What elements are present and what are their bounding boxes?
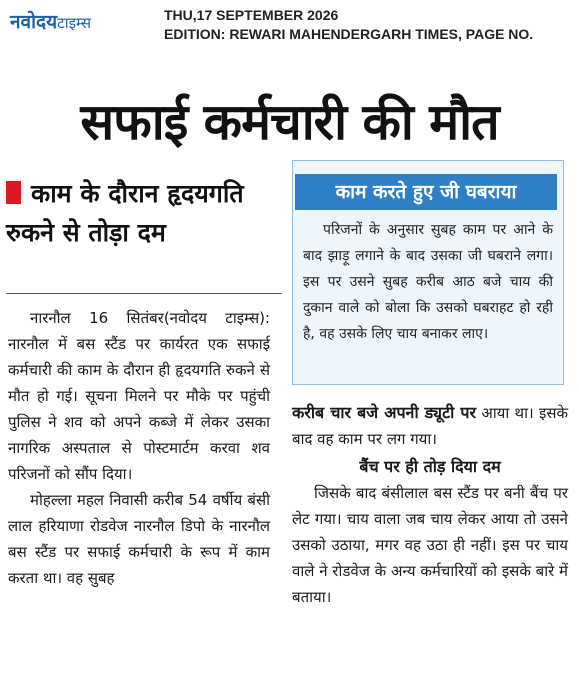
article-subheadline — [6, 174, 278, 252]
right-column — [292, 400, 568, 610]
date-line: THU,17 SEPTEMBER 2026 — [164, 7, 339, 23]
masthead — [0, 0, 579, 60]
right-lead-rest: आया था। इसके बाद वह काम पर लग गया। — [292, 404, 568, 448]
article-headline: सफाई कर्मचारी की मौत — [80, 93, 499, 151]
edition-meta — [164, 6, 533, 44]
newspaper-logo — [10, 8, 91, 34]
subhead-divider — [6, 293, 282, 294]
left-paragraph-2: मोहल्ला महल निवासी करीब 54 वर्षीय बंसी लाल हरियाणा रोडवेज नारनौल डिपो के नारनौल बस स्टैंड पर सफाई कर्मचारी के रूप में काम करता था। वह सुबह — [8, 491, 270, 587]
red-bullet-icon — [6, 181, 21, 204]
right-lead-paragraph — [292, 400, 568, 452]
logo-subname: टाइम्स — [57, 14, 91, 32]
left-column — [8, 305, 270, 591]
edition-line: EDITION: REWARI MAHENDERGARH TIMES, PAGE NO. — [164, 26, 534, 42]
right-lead-bold: करीब चार बजे अपनी ड्यूटी पर — [292, 403, 477, 422]
left-paragraph-1: नारनौल 16 सितंबर(नवोदय टाइम्स): नारनौल में बस स्टैंड पर कार्यरत एक सफाई कर्मचारी की काम के दौरान ही हृदयगति रुकने से मौत हो गई। सूचना मिलने पर मौके पर पहुंची पुलिस ने शव को अपने कब्जे में लेकर उसका नागरिक अस्पताल से पोस्टमार्टम करवा शव परिजनों को सौंप दिया। — [8, 309, 270, 483]
right-paragraph: जिसके बाद बंसीलाल बस स्टैंड पर बनी बैंच पर लेट गया। चाय वाला जब चाय लेकर आया तो उसने उसको उठाया, मगर वह उठा ही नहीं। इस पर चाय वाले ने रोडवेज के अन्य कर्मचारियों को इसके बारे में बताया। — [292, 484, 568, 606]
highlight-box — [292, 160, 564, 385]
highlight-box-body: परिजनों के अनुसार सुबह काम पर आने के बाद झाड़ू लगाने के बाद उसका जी घबराने लगा। इस पर उसने सुबह करीब आठ बजे चाय की दुकान वाले को बोला कि उसको घबराहट हो रही है, वह उसके लिए चाय बनाकर लाए। — [303, 222, 553, 342]
subheadline-text: काम के दौरान हृदयगति रुकने से तोड़ा दम — [6, 179, 244, 247]
right-subheading: बैंच पर ही तोड़ दिया दम — [359, 457, 501, 476]
highlight-box-title: काम करते हुए जी घबराया — [295, 174, 557, 210]
logo-name: नवोदय — [10, 11, 58, 33]
